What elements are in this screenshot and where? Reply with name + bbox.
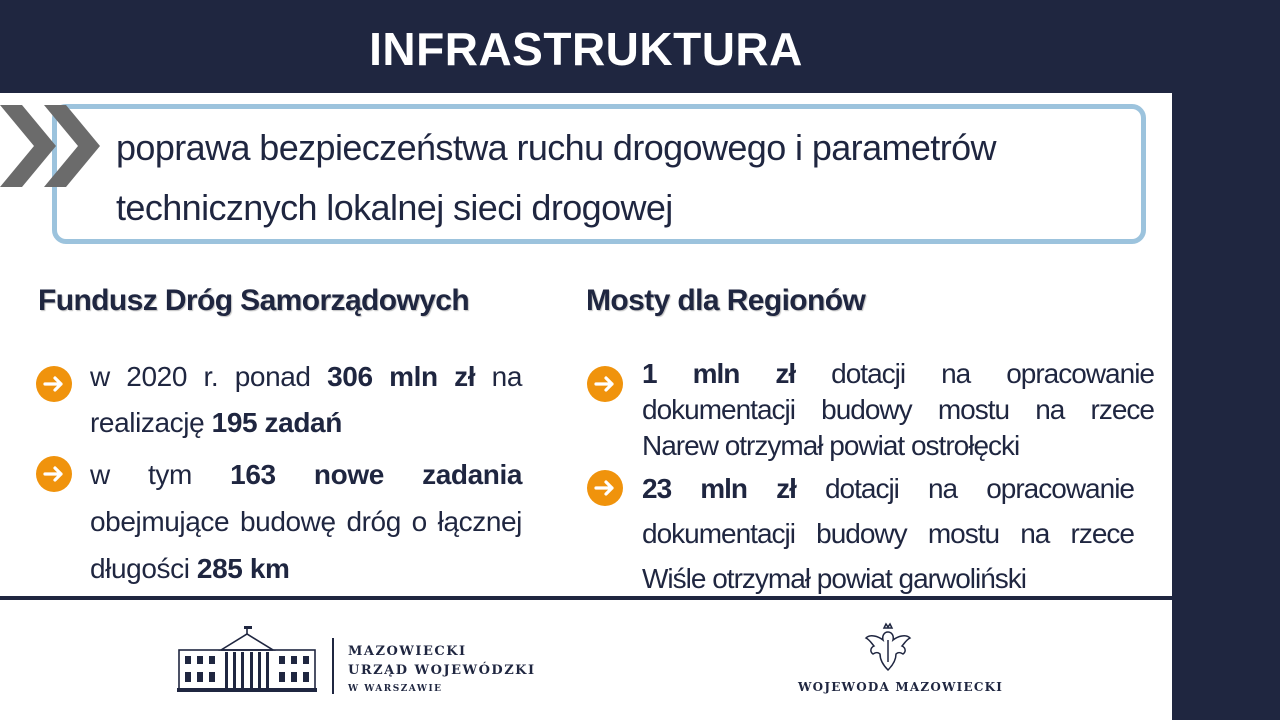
arrow-right-circle-icon (587, 366, 623, 402)
double-chevron-icon (0, 103, 100, 189)
page-title: INFRASTRUKTURA (369, 23, 803, 75)
urzad-logo-text (348, 642, 536, 699)
urzad-line-1: MAZOWIECKI (348, 644, 467, 659)
highlight-text (116, 118, 1126, 238)
right-band (1172, 0, 1280, 720)
urzad-line-2: URZĄD WOJEWÓDZKI (348, 663, 536, 678)
arrow-right-circle-icon (36, 456, 72, 492)
eagle-emblem-icon (864, 622, 912, 672)
arrow-right-circle-icon (36, 366, 72, 402)
left-column-heading: Fundusz Dróg Samorządowych (38, 284, 470, 317)
footer (0, 596, 1172, 720)
highlight-line-1: poprawa bezpieczeństwa ruchu drogowego i parametrów (116, 127, 996, 168)
logo-divider (332, 638, 334, 694)
building-logo-icon (177, 626, 317, 692)
urzad-line-3: W WARSZAWIE (348, 684, 443, 694)
right-bullet-1: 1 mln zł dotacji na opracowanie dokumentacji budowy mostu na rzece Narew otrzymał powiat ostrołęcki (642, 358, 1154, 461)
left-bullet-1: w 2020 r. ponad 306 mln zł na realizację 195 zadań (90, 361, 522, 438)
footer-divider-line (0, 596, 1172, 600)
left-bullet-2: w tym 163 nowe zadania obejmujące budowę dróg o łącznej długości 285 km (90, 459, 522, 584)
arrow-right-circle-icon (587, 470, 623, 506)
wojewoda-logo-text: WOJEWODA MAZOWIECKI (798, 680, 1004, 694)
right-column-heading: Mosty dla Regionów (586, 284, 866, 317)
highlight-line-2: technicznych lokalnej sieci drogowej (116, 187, 673, 228)
right-bullet-2: 23 mln zł dotacji na opracowanie dokumentacji budowy mostu na rzece Wiśle otrzymał powiat garwoliński (642, 473, 1134, 594)
